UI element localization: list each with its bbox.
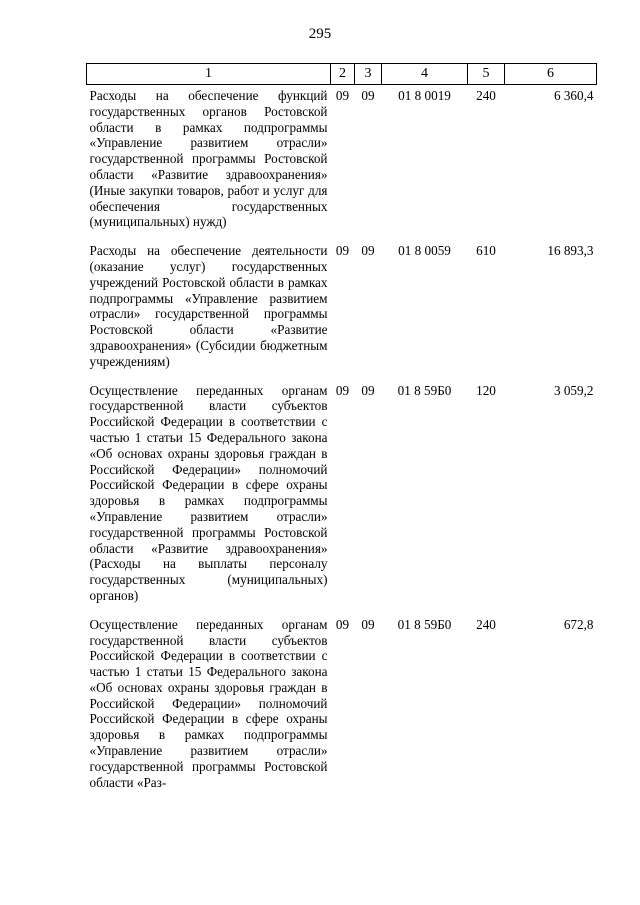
table-row [87, 614, 597, 801]
row-description: Осуществление переданных органам государственной власти субъектов Российской Федерации в соответствии с частью 1 статьи 15 Федерального закона «Об основах охраны здоровья граждан в Российской Федерации» полномочий Российской Федерации в сфере охраны здоровья в рамках подпрограммы «Управление развитием отрасли» государственной программы Ростовской области «Развитие здравоохранения» (Расходы на выплаты персоналу государственных (муниципальных) органов) [89, 382, 328, 603]
header-col-2: 2 [331, 64, 355, 85]
table-row [87, 85, 597, 241]
header-col-5: 5 [468, 64, 505, 85]
table-row [87, 240, 597, 379]
header-col-1: 1 [87, 64, 331, 85]
row-subsection: 09 [361, 243, 375, 259]
row-subsection: 09 [361, 88, 375, 103]
table-row [87, 380, 597, 614]
row-expense-type: 240 [476, 616, 496, 632]
row-section: 09 [335, 243, 350, 259]
row-section: 09 [335, 616, 350, 632]
row-target-code: 01 8 0019 [398, 88, 451, 103]
row-description: Расходы на обеспечение деятельности (оказание услуг) государственных учреждений Ростовской области в рамках подпрограммы «Управление развитием отрасли» государственной программы Ростовской области «Развитие здравоохранения» (Субсидии бюджетным учреждениям) [89, 243, 328, 369]
row-target-code: 01 8 0059 [398, 243, 451, 259]
header-col-4: 4 [382, 64, 468, 85]
page-number: 295 [308, 26, 332, 42]
row-amount: 672,8 [563, 616, 594, 632]
budget-table [86, 63, 597, 800]
row-section: 09 [335, 382, 350, 398]
row-amount: 3 059,2 [553, 382, 594, 398]
row-target-code: 01 8 59Б0 [397, 616, 452, 632]
row-amount: 6 360,4 [553, 88, 594, 103]
row-expense-type: 240 [476, 88, 496, 103]
row-subsection: 09 [361, 616, 375, 632]
row-section: 09 [335, 88, 350, 103]
row-description: Осуществление переданных органам государственной власти субъектов Российской Федерации в соответствии с частью 1 статьи 15 Федерального закона «Об основах охраны здоровья граждан в Российской Федерации» полномочий Российской Федерации в сфере охраны здоровья в рамках подпрограммы «Управление развитием отрасли» государственной программы Ростовской области «Раз- [89, 616, 328, 790]
row-amount: 16 893,3 [547, 243, 594, 259]
row-expense-type: 120 [476, 382, 496, 398]
row-description: Расходы на обеспечение функций государственных органов Ростовской области в рамках подпрограммы «Управление развитием отрасли» государственной программы Ростовской области «Развитие здравоохранения» (Иные закупки товаров, работ и услуг для обеспечения государственных (муниципальных) нужд) [89, 88, 328, 230]
header-col-6: 6 [505, 64, 597, 85]
table-header-row [87, 64, 597, 85]
row-subsection: 09 [361, 382, 375, 398]
header-col-3: 3 [355, 64, 382, 85]
row-expense-type: 610 [476, 243, 496, 259]
row-target-code: 01 8 59Б0 [397, 382, 452, 398]
